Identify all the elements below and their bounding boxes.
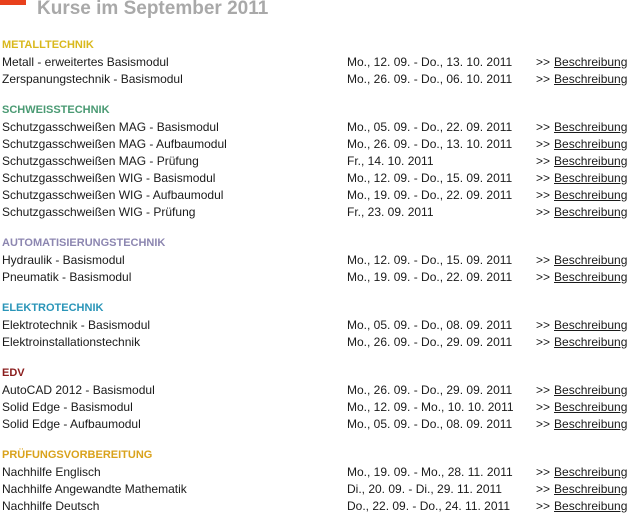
course-name: Hydraulik - Basismodul (2, 253, 125, 267)
section-heading: EDV (2, 367, 25, 379)
description-link-group (536, 54, 627, 71)
course-dates: Fr., 23. 09. 2011 (347, 205, 434, 219)
description-link-group (536, 334, 627, 351)
beschreibung-link[interactable]: Beschreibung (554, 318, 628, 332)
beschreibung-link[interactable]: Beschreibung (554, 55, 628, 69)
course-row (2, 269, 631, 286)
course-row (2, 170, 631, 187)
beschreibung-link[interactable]: Beschreibung (554, 205, 628, 219)
beschreibung-link[interactable]: Beschreibung (554, 417, 628, 431)
course-row (2, 416, 631, 433)
course-row (2, 119, 631, 136)
link-prefix-arrows: >> (536, 318, 551, 332)
course-section (2, 366, 631, 433)
course-row (2, 317, 631, 334)
course-dates: Mo., 12. 09. - Do., 13. 10. 2011 (347, 55, 513, 69)
course-row (2, 399, 631, 416)
beschreibung-link[interactable]: Beschreibung (554, 253, 628, 267)
beschreibung-link[interactable]: Beschreibung (554, 154, 628, 168)
course-section (2, 448, 631, 515)
course-dates: Mo., 12. 09. - Do., 15. 09. 2011 (347, 253, 513, 267)
beschreibung-link[interactable]: Beschreibung (554, 137, 628, 151)
link-prefix-arrows: >> (536, 400, 551, 414)
course-sections (2, 38, 631, 530)
course-name: Metall - erweitertes Basismodul (2, 55, 169, 69)
course-row (2, 153, 631, 170)
course-row (2, 252, 631, 269)
course-dates: Fr., 14. 10. 2011 (347, 154, 434, 168)
page-title: Kurse im September 2011 (37, 0, 269, 19)
course-name: Elektroinstallationstechnik (2, 335, 141, 349)
description-link-group (536, 269, 627, 286)
link-prefix-arrows: >> (536, 335, 551, 349)
course-dates: Mo., 26. 09. - Do., 29. 09. 2011 (347, 383, 513, 397)
course-name: Nachhilfe Deutsch (2, 499, 100, 513)
beschreibung-link[interactable]: Beschreibung (554, 120, 628, 134)
description-link-group (536, 399, 627, 416)
title-accent-bar (0, 0, 26, 5)
description-link-group (536, 382, 627, 399)
course-dates: Mo., 05. 09. - Do., 22. 09. 2011 (347, 120, 513, 134)
link-prefix-arrows: >> (536, 205, 551, 219)
link-prefix-arrows: >> (536, 171, 551, 185)
link-prefix-arrows: >> (536, 72, 551, 86)
link-prefix-arrows: >> (536, 465, 551, 479)
course-name: Schutzgasschweißen MAG - Basismodul (2, 120, 219, 134)
course-row (2, 334, 631, 351)
course-dates: Mo., 12. 09. - Mo., 10. 10. 2011 (347, 400, 514, 414)
link-prefix-arrows: >> (536, 55, 551, 69)
course-name: Pneumatik - Basismodul (2, 270, 132, 284)
beschreibung-link[interactable]: Beschreibung (554, 465, 628, 479)
description-link-group (536, 252, 627, 269)
course-row (2, 464, 631, 481)
description-link-group (536, 153, 627, 170)
beschreibung-link[interactable]: Beschreibung (554, 171, 628, 185)
link-prefix-arrows: >> (536, 482, 551, 496)
course-name: Solid Edge - Basismodul (2, 400, 133, 414)
course-row (2, 481, 631, 498)
course-row (2, 54, 631, 71)
course-row (2, 382, 631, 399)
course-dates: Mo., 26. 09. - Do., 29. 09. 2011 (347, 335, 513, 349)
description-link-group (536, 498, 627, 515)
course-section (2, 236, 631, 286)
course-name: Schutzgasschweißen WIG - Aufbaumodul (2, 188, 224, 202)
link-prefix-arrows: >> (536, 253, 551, 267)
course-name: Schutzgasschweißen WIG - Prüfung (2, 205, 196, 219)
course-dates: Mo., 19. 09. - Mo., 28. 11. 2011 (347, 465, 513, 479)
section-heading: METALLTECHNIK (2, 39, 94, 51)
beschreibung-link[interactable]: Beschreibung (554, 499, 628, 513)
course-dates: Mo., 19. 09. - Do., 22. 09. 2011 (347, 188, 513, 202)
course-section (2, 301, 631, 351)
course-name: Schutzgasschweißen MAG - Prüfung (2, 154, 199, 168)
section-heading: PRÜFUNGSVORBEREITUNG (2, 449, 153, 461)
course-name: Schutzgasschweißen WIG - Basismodul (2, 171, 216, 185)
link-prefix-arrows: >> (536, 417, 551, 431)
course-dates: Mo., 19. 09. - Do., 22. 09. 2011 (347, 270, 513, 284)
section-heading: AUTOMATISIERUNGSTECHNIK (2, 237, 166, 249)
link-prefix-arrows: >> (536, 154, 551, 168)
description-link-group (536, 170, 627, 187)
course-row (2, 204, 631, 221)
course-dates: Di., 20. 09. - Di., 29. 11. 2011 (347, 482, 502, 496)
beschreibung-link[interactable]: Beschreibung (554, 72, 628, 86)
section-heading: ELEKTROTECHNIK (2, 302, 104, 314)
course-name: Zerspanungstechnik - Basismodul (2, 72, 183, 86)
beschreibung-link[interactable]: Beschreibung (554, 188, 628, 202)
course-dates: Mo., 12. 09. - Do., 15. 09. 2011 (347, 171, 513, 185)
beschreibung-link[interactable]: Beschreibung (554, 270, 628, 284)
course-row (2, 187, 631, 204)
description-link-group (536, 136, 627, 153)
course-dates: Do., 22. 09. - Do., 24. 11. 2011 (347, 499, 510, 513)
course-name: Elektrotechnik - Basismodul (2, 318, 151, 332)
beschreibung-link[interactable]: Beschreibung (554, 383, 628, 397)
description-link-group (536, 416, 627, 433)
course-dates: Mo., 05. 09. - Do., 08. 09. 2011 (347, 318, 513, 332)
beschreibung-link[interactable]: Beschreibung (554, 482, 628, 496)
course-section (2, 103, 631, 221)
beschreibung-link[interactable]: Beschreibung (554, 335, 628, 349)
description-link-group (536, 119, 627, 136)
section-heading: SCHWEISSTECHNIK (2, 104, 110, 116)
link-prefix-arrows: >> (536, 270, 551, 284)
course-row (2, 136, 631, 153)
description-link-group (536, 464, 627, 481)
course-name: Nachhilfe Englisch (2, 465, 101, 479)
link-prefix-arrows: >> (536, 120, 551, 134)
course-name: Solid Edge - Aufbaumodul (2, 417, 141, 431)
beschreibung-link[interactable]: Beschreibung (554, 400, 628, 414)
link-prefix-arrows: >> (536, 383, 551, 397)
link-prefix-arrows: >> (536, 137, 551, 151)
link-prefix-arrows: >> (536, 499, 551, 513)
description-link-group (536, 187, 627, 204)
link-prefix-arrows: >> (536, 188, 551, 202)
course-name: Nachhilfe Angewandte Mathematik (2, 482, 187, 496)
course-dates: Mo., 26. 09. - Do., 13. 10. 2011 (347, 137, 513, 151)
description-link-group (536, 204, 627, 221)
description-link-group (536, 481, 627, 498)
course-row (2, 71, 631, 88)
course-section (2, 38, 631, 88)
course-dates: Mo., 05. 09. - Do., 08. 09. 2011 (347, 417, 513, 431)
course-name: Schutzgasschweißen MAG - Aufbaumodul (2, 137, 227, 151)
course-dates: Mo., 26. 09. - Do., 06. 10. 2011 (347, 72, 513, 86)
description-link-group (536, 71, 627, 88)
course-name: AutoCAD 2012 - Basismodul (2, 383, 155, 397)
course-row (2, 498, 631, 515)
description-link-group (536, 317, 627, 334)
